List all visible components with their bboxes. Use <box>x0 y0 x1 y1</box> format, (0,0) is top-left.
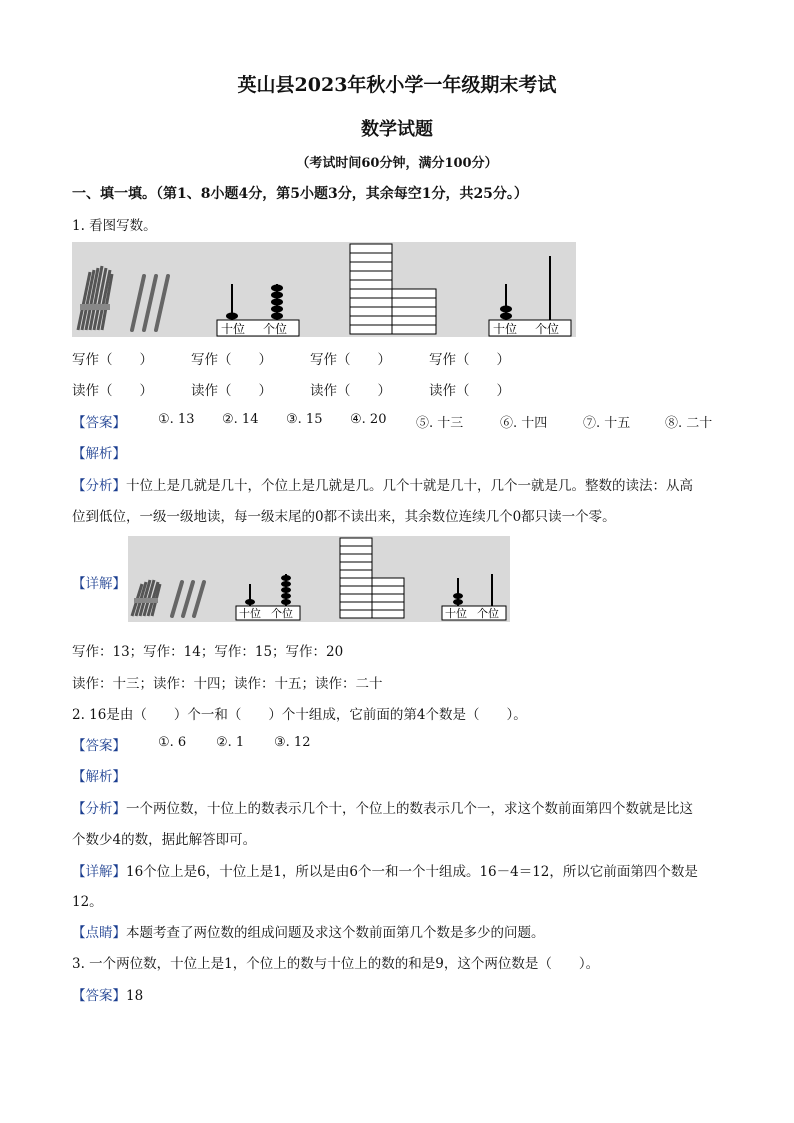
ones-label: 个位 <box>477 607 499 620</box>
q1-figure <box>72 242 576 337</box>
ones-label: 个位 <box>271 607 293 620</box>
detail-text: 12。 <box>72 894 103 910</box>
q3-prompt: 3. 一个两位数，十位上是1，个位上的数与十位上的数的和是9，这个两位数是（ ）。 <box>72 956 600 972</box>
stick-bundle-icon <box>78 266 112 330</box>
tens-label: 十位 <box>221 322 246 336</box>
exam-title: 英山县2023年秋小学一年级期末考试 <box>237 74 557 96</box>
answer-tag: 【答案】 <box>72 988 126 1004</box>
analysis-text: 位到低位，一级一级地读，每一级末尾的0都不读出来，其余数位连续几个0都只读一个零。 <box>72 509 616 525</box>
answer-item: ⑥. 十四 <box>500 416 548 431</box>
answer-item: ②. 1 <box>216 735 245 750</box>
detail-write: 写作：13；写作：14；写作：15；写作：20 <box>72 644 344 660</box>
single-sticks-icon <box>172 582 204 616</box>
answer-item: ⑧. 二十 <box>665 416 713 431</box>
answer-item: ⑤. 十三 <box>416 416 464 431</box>
ten-blocks-icon <box>350 244 436 334</box>
analysis-tag: 【分析】 <box>72 478 126 494</box>
tens-label: 十位 <box>493 322 518 336</box>
write-blank-2[interactable]: 写作（ ） <box>191 352 272 368</box>
write-blank-4[interactable]: 写作（ ） <box>429 352 510 368</box>
jiexi-tag: 【解析】 <box>72 446 126 462</box>
answer-item: 18 <box>126 988 144 1004</box>
answer-item: ③. 15 <box>286 412 323 427</box>
analysis-tag: 【分析】 <box>72 801 126 817</box>
answer-item: ④. 20 <box>350 412 387 427</box>
tens-label: 十位 <box>445 607 467 620</box>
detail-tag: 【详解】 <box>72 576 126 592</box>
ten-blocks-icon <box>340 538 404 618</box>
read-blank-3[interactable]: 读作（ ） <box>310 383 391 399</box>
q2-prompt: 2. 16是由（ ）个一和（ ）个十组成，它前面的第4个数是（ ）。 <box>72 707 527 723</box>
detail-read: 读作：十三；读作：十四；读作：十五；读作：二十 <box>72 676 383 692</box>
detail-text: 16个位上是6，十位上是1，所以是由6个一和一个十组成。16－4＝12，所以它前面第四个数是 <box>126 864 698 880</box>
read-blank-1[interactable]: 读作（ ） <box>72 383 153 399</box>
answer-item: ②. 14 <box>222 412 259 427</box>
bundle-tie <box>80 304 110 310</box>
ones-label: 个位 <box>263 322 288 336</box>
comment-text: 本题考查了两位数的组成问题及求这个数前面第几个数是多少的问题。 <box>126 925 545 941</box>
section-heading: 一、填一填。（第1、8小题4分，第5小题3分，其余每空1分，共25分。） <box>72 186 528 202</box>
write-blank-3[interactable]: 写作（ ） <box>310 352 391 368</box>
q1-detail-figure <box>128 536 510 622</box>
comment-tag: 【点睛】 <box>72 925 126 941</box>
exam-info: （考试时间60分钟，满分100分） <box>296 156 498 171</box>
ones-label: 个位 <box>535 322 560 336</box>
exam-subject: 数学试题 <box>361 119 433 140</box>
single-sticks-icon <box>132 276 168 330</box>
read-blank-4[interactable]: 读作（ ） <box>429 383 510 399</box>
analysis-text: 一个两位数，十位上的数表示几个十，个位上的数表示几个一，求这个数前面第四个数就是比这 <box>126 801 693 817</box>
answer-item: ⑦. 十五 <box>583 416 631 431</box>
read-blank-2[interactable]: 读作（ ） <box>191 383 272 399</box>
write-blank-1[interactable]: 写作（ ） <box>72 352 153 368</box>
analysis-text: 个数少4的数，据此解答即可。 <box>72 832 257 848</box>
answer-item: ③. 12 <box>274 735 311 750</box>
detail-tag: 【详解】 <box>72 864 126 880</box>
answer-tag: 【答案】 <box>72 415 126 431</box>
answer-item: ①. 6 <box>158 735 187 750</box>
jiexi-tag: 【解析】 <box>72 769 126 785</box>
answer-tag: 【答案】 <box>72 738 126 754</box>
q1-prompt: 1. 看图写数。 <box>72 218 157 234</box>
answer-item: ①. 13 <box>158 412 195 427</box>
tens-label: 十位 <box>239 607 261 620</box>
analysis-text: 十位上是几就是几十，个位上是几就是几。几个十就是几十，几个一就是几。整数的读法：从高 <box>126 478 693 494</box>
